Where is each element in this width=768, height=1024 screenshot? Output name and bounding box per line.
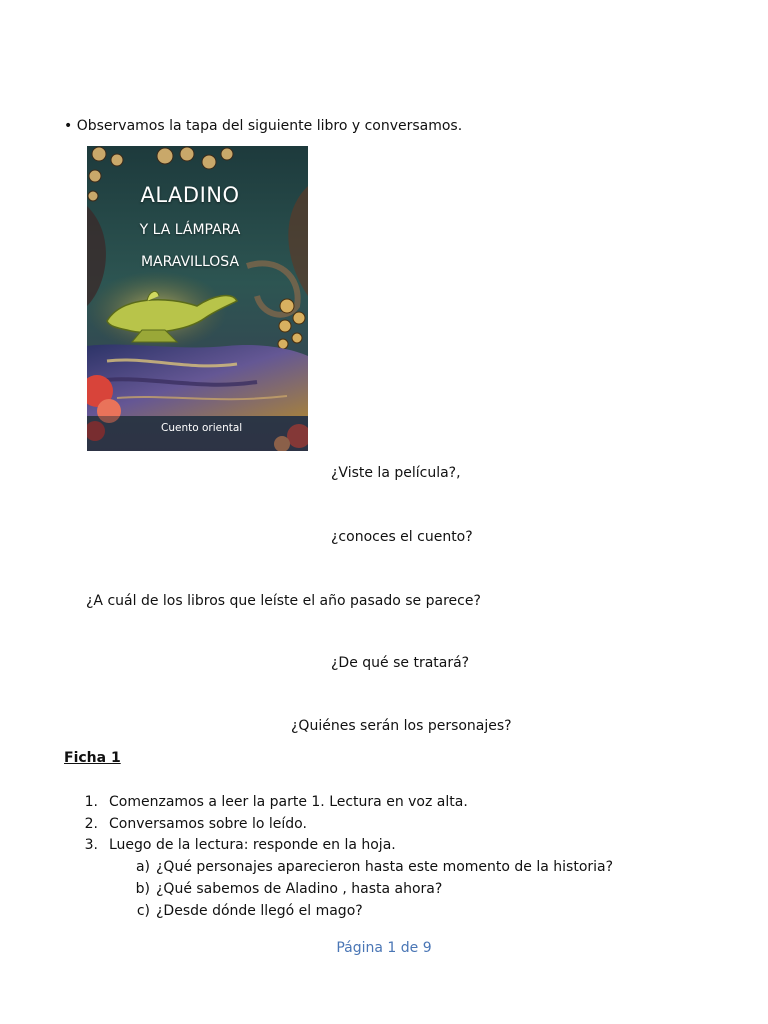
book-cover-image <box>87 146 308 451</box>
ficha-heading: Ficha 1 <box>64 750 121 766</box>
question-movie: ¿Viste la película?, <box>331 465 461 481</box>
sub-list-item-letter: b) <box>135 881 150 897</box>
sub-list-item-text: ¿Desde dónde llegó el mago? <box>156 903 363 919</box>
list-item-text: Luego de la lectura: responde en la hoja. <box>109 837 396 853</box>
sub-list-item-letter: a) <box>135 859 150 875</box>
question-story: ¿conoces el cuento? <box>331 529 473 545</box>
sub-list-item-text: ¿Qué sabemos de Aladino , hasta ahora? <box>156 881 443 897</box>
list-item-number: 3. <box>84 837 98 853</box>
question-characters: ¿Quiénes serán los personajes? <box>291 718 512 734</box>
cover-tagline: Cuento oriental <box>161 422 243 434</box>
list-item-text: Conversamos sobre lo leído. <box>109 816 307 832</box>
question-books: ¿A cuál de los libros que leíste el año pasado se parece? <box>86 593 481 609</box>
list-item-text: Comenzamos a leer la parte 1. Lectura en voz alta. <box>109 794 468 810</box>
sub-list-item-letter: c) <box>136 903 150 919</box>
cover-subtitle-line2: MARAVILLOSA <box>140 254 240 270</box>
list-item-number: 2. <box>84 816 98 832</box>
intro-instruction: • Observamos la tapa del siguiente libro y conversamos. <box>64 118 463 134</box>
cover-title: ALADINO <box>140 183 240 207</box>
question-topic: ¿De qué se tratará? <box>331 655 470 671</box>
sub-list-item-text: ¿Qué personajes aparecieron hasta este momento de la historia? <box>156 859 614 875</box>
page-footer: Página 1 de 9 <box>336 940 432 956</box>
cover-subtitle-line1: Y LA LÁMPARA <box>139 222 241 238</box>
list-item-number: 1. <box>84 794 98 810</box>
